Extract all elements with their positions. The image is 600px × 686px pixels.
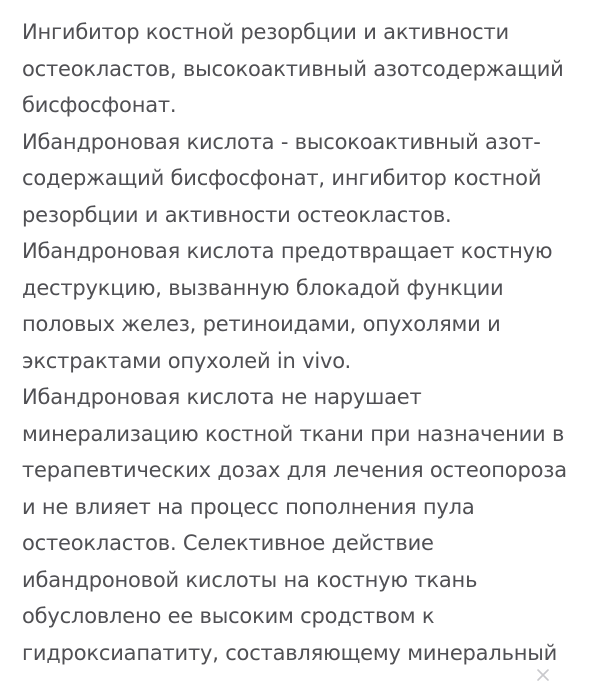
text-line: деструкцию, вызванную блокадой функции bbox=[22, 275, 504, 300]
text-line: минерализацию костной ткани при назначении в bbox=[22, 421, 565, 446]
bottom-fade bbox=[0, 664, 600, 686]
text-line: Ингибитор костной резорбции и активности bbox=[22, 20, 509, 44]
text-line: экстрактами опухолей in vivo. bbox=[22, 348, 351, 373]
text-line: Ибандроновая кислота - высокоактивный азот- bbox=[22, 129, 541, 154]
text-line: Ибандроновая кислота предотвращает костную bbox=[22, 239, 553, 263]
text-line: и не влияет на процесс пополнения пула bbox=[22, 494, 475, 519]
close-icon-glyph bbox=[536, 668, 550, 682]
text-line: содержащий бисфосфонат, ингибитор костной bbox=[22, 166, 542, 190]
article-text bbox=[22, 14, 592, 671]
text-line: половых желез, ретиноидами, опухолями и bbox=[22, 312, 501, 336]
text-line: гидроксиапатиту, составляющему минеральный bbox=[22, 640, 558, 665]
text-line: обусловлено ее высоким сродством к bbox=[22, 604, 435, 628]
close-icon[interactable] bbox=[536, 668, 550, 682]
text-line: терапевтических дозах для лечения остеопороза bbox=[22, 458, 567, 482]
text-line: Ибандроновая кислота не нарушает bbox=[22, 385, 422, 409]
text-line: резорбции и активности остеокластов. bbox=[22, 202, 452, 227]
text-line: остеокластов, высокоактивный азотсодержащий bbox=[22, 56, 564, 81]
text-line: ибандроновой кислоты на костную ткань bbox=[22, 567, 478, 592]
text-line: бисфосфонат. bbox=[22, 93, 177, 117]
text-line: остеокластов. Селективное действие bbox=[22, 531, 434, 555]
